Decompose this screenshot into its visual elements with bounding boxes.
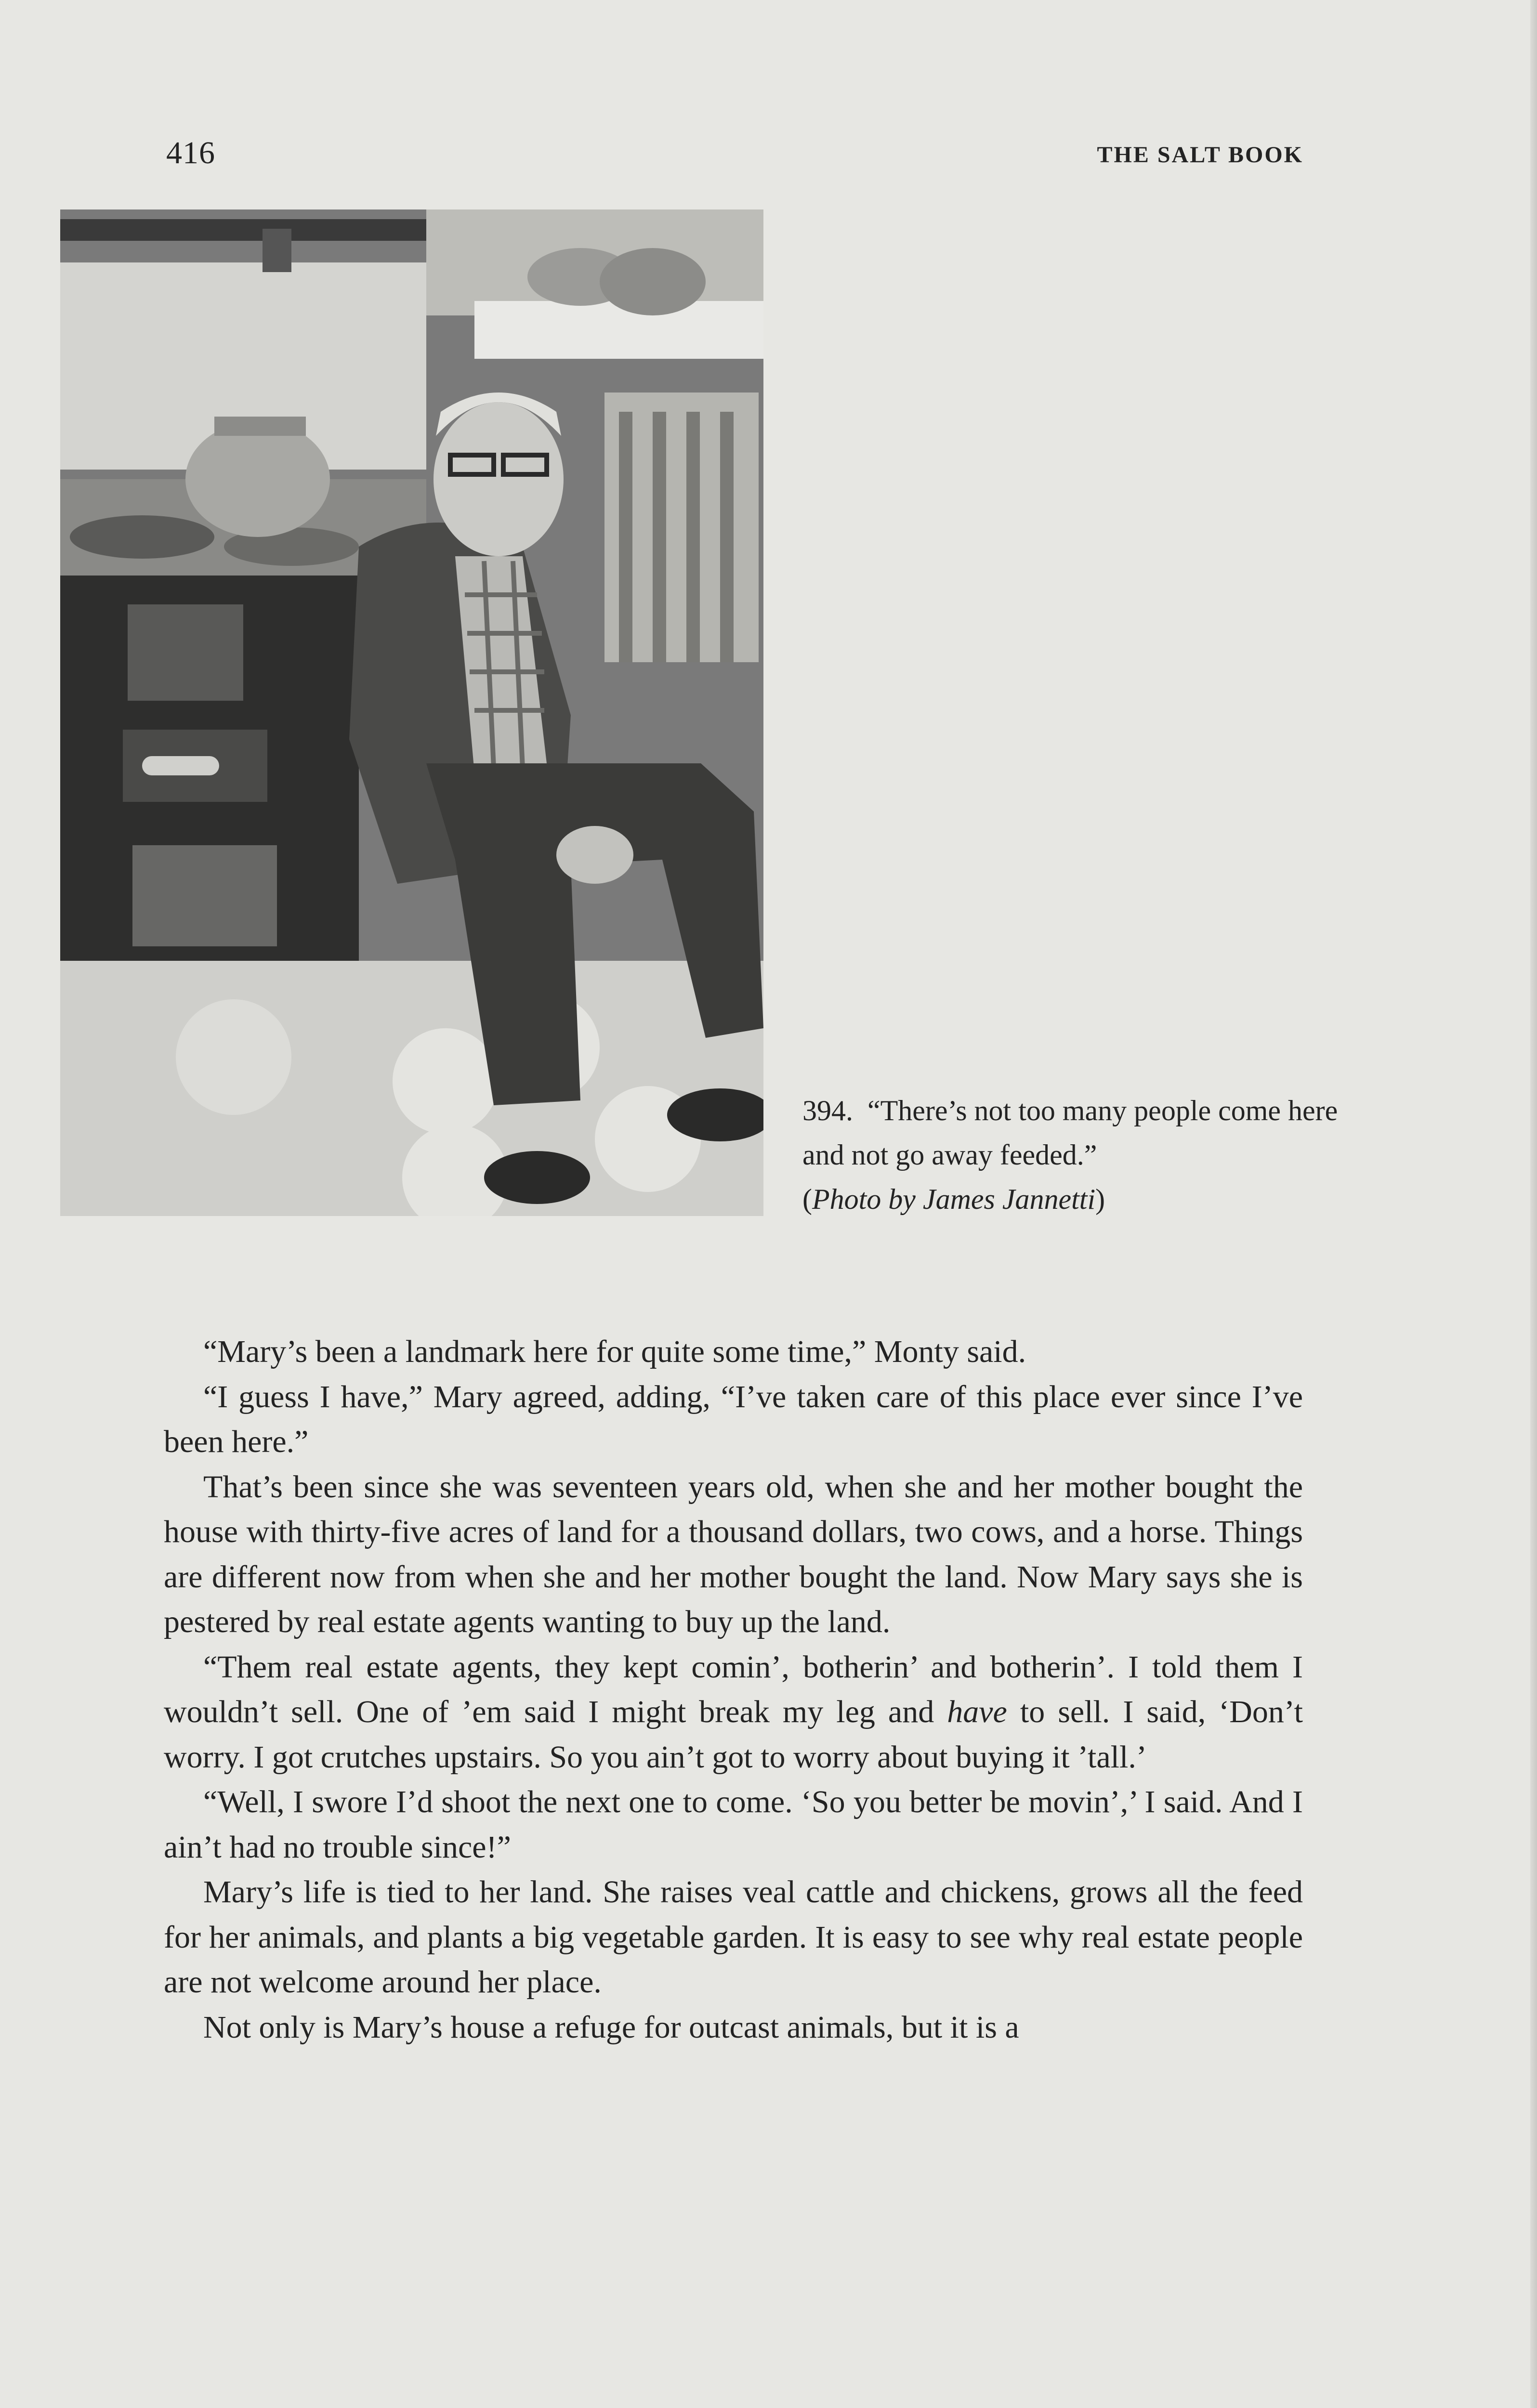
photograph-woman-by-stove — [60, 209, 763, 1216]
paragraph-4 — [164, 1645, 1303, 1780]
paragraph-4-part-b: to sell. I said, ‘Don’t worry. I got crutches upstairs. So you ain’t got to worry about buying it ’tall.’ — [164, 1694, 1303, 1775]
paragraph-4-part-a: “Them real estate agents, they kept comin’, botherin’ and botherin’. I told them I wouldn’t sell. One of ’em said I might break my leg and — [164, 1649, 1303, 1729]
paragraph-7: Not only is Mary’s house a refuge for outcast animals, but it is a — [203, 2009, 1019, 2045]
photo-credit: Photo by James Jannetti — [812, 1183, 1096, 1215]
figure-number: 394. — [802, 1095, 853, 1126]
credit-close-paren: ) — [1095, 1183, 1105, 1215]
paragraph-1: “Mary’s been a landmark here for quite some time,” Monty said. — [203, 1334, 1026, 1369]
paragraph-4-emphasis: have — [947, 1694, 1007, 1729]
paragraph-6: Mary’s life is tied to her land. She raises veal cattle and chickens, grows all the feed for her animals, and plants a big vegetable garden. It is easy to see why real estate people are not welcome around her place. — [164, 1874, 1303, 2000]
figure-caption — [802, 1088, 1361, 1221]
page-number: 416 — [166, 135, 215, 170]
paragraph-3: That’s been since she was seventeen years old, when she and her mother bought the house with thirty-five acres of land for a thousand dollars, two cows, and a horse. Things are different now from when she and her mother bought the land. Now Mary says she is pestered by real estate agents wanting to buy up the land. — [164, 1469, 1303, 1639]
credit-open-paren: ( — [802, 1183, 812, 1215]
page-edge — [1530, 0, 1537, 2408]
figure-quote: “There’s not too many people come here and not go away feeded.” — [802, 1095, 1338, 1171]
body-text — [164, 1329, 1303, 2050]
paragraph-5: “Well, I swore I’d shoot the next one to come. ‘So you better be movin’,’ I said. And I ain’t had no trouble since!” — [164, 1784, 1303, 1865]
paragraph-2: “I guess I have,” Mary agreed, adding, “I’ve taken care of this place ever since I’ve been here.” — [164, 1379, 1303, 1459]
book-title: THE SALT BOOK — [1097, 142, 1303, 168]
running-head — [0, 135, 1537, 178]
